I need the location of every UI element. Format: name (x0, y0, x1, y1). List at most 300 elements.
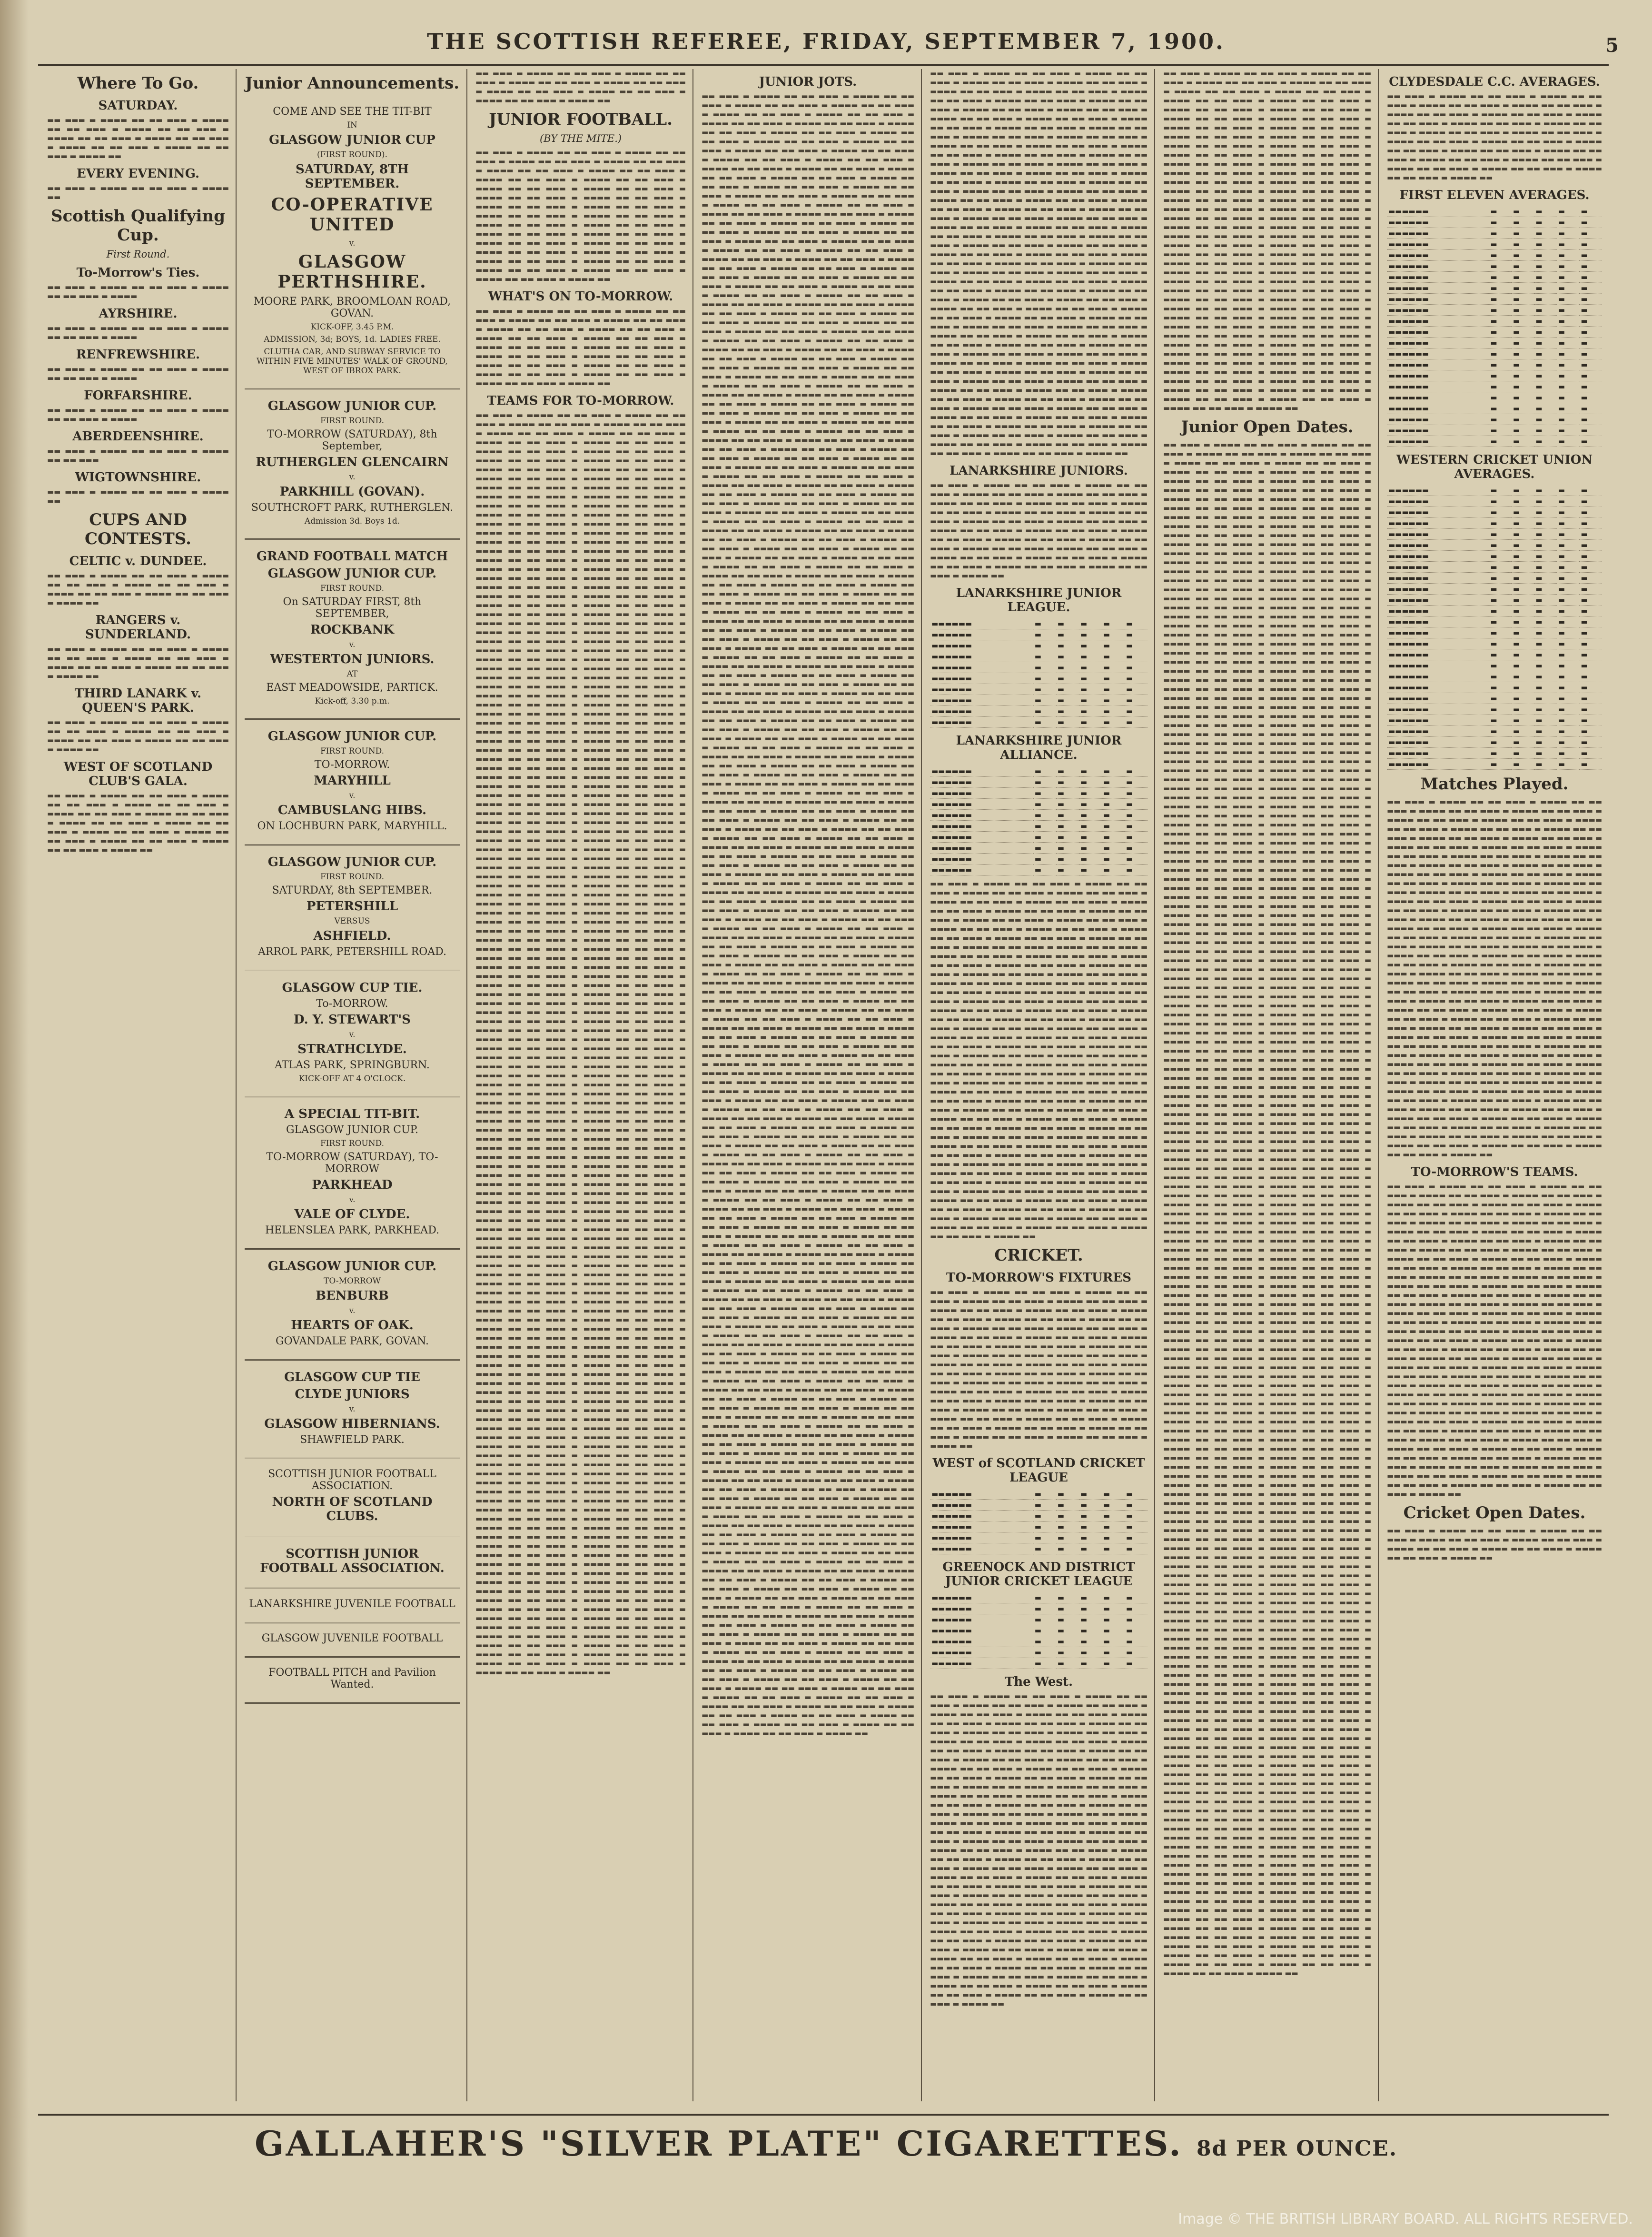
ad-sjfa-north (245, 1459, 460, 1537)
ad-benburb (245, 1250, 460, 1361)
ad-line: LANARKSHIRE JUVENILE FOOTBALL (249, 1598, 455, 1610)
table-cell: ▬ (1579, 250, 1602, 261)
column-rule (921, 69, 922, 2101)
table-cell: ▬▬▬▬▬▬ (930, 651, 1033, 662)
table-cell: ▬ (1056, 662, 1079, 673)
table-cell: ▬ (1534, 529, 1557, 540)
table-cell: ▬ (1534, 616, 1557, 627)
column-junior-jots (695, 69, 921, 2101)
table-cell: ▬ (1512, 540, 1534, 551)
table-cell: ▬ (1512, 305, 1534, 316)
subheading-first-round: First Round. (106, 249, 170, 260)
table-cell: ▬ (1056, 1489, 1079, 1500)
heading-lanarkshire-league: LANARKSHIRE JUNIOR LEAGUE. (956, 586, 1122, 615)
table-cell: ▬ (1534, 507, 1557, 518)
table-cell: ▬▬▬▬▬▬ (1387, 627, 1489, 638)
table-cell: ▬ (1534, 737, 1557, 748)
table-cell: ▬ (1534, 250, 1557, 261)
ad-line: FIRST ROUND. (320, 746, 385, 756)
table-cell: ▬▬▬▬▬▬ (930, 777, 1033, 788)
table-cell: ▬▬▬▬▬▬ (1387, 283, 1489, 294)
filler-text: ▬▬ ▬▬▬ ▬ ▬▬▬▬ ▬▬ ▬▬ ▬▬▬ ▬ ▬▬▬▬ ▬▬ ▬▬ ▬▬▬ ▬ ▬▬▬▬ ▬▬ ▬▬ ▬▬▬ ▬ ▬▬▬▬ ▬▬ ▬▬ ▬▬▬ ▬ ▬▬▬▬ ▬▬ ▬▬ ▬▬▬ ▬ ▬▬▬▬ ▬▬ (47, 718, 229, 754)
table-cell: ▬ (1102, 1614, 1125, 1625)
table-cell: ▬ (1102, 1543, 1125, 1554)
table-row (1387, 715, 1602, 726)
table-cell: ▬ (1512, 359, 1534, 370)
table-cell: ▬ (1512, 759, 1534, 770)
table-cell: ▬ (1125, 1521, 1147, 1532)
table-cell: ▬ (1056, 1532, 1079, 1543)
table-cell: ▬ (1557, 348, 1580, 359)
table-cell: ▬ (1033, 629, 1056, 640)
table-cell: ▬ (1512, 660, 1534, 671)
table-cell: ▬ (1056, 1592, 1079, 1603)
table-cell: ▬ (1056, 1625, 1079, 1636)
table-cell: ▬ (1579, 759, 1602, 770)
table-cell: ▬ (1102, 1521, 1125, 1532)
table-cell: ▬ (1557, 327, 1580, 338)
table-cell: ▬▬▬▬▬▬ (1387, 436, 1489, 447)
table-cell: ▬ (1033, 1543, 1056, 1554)
filler-text: ▬▬ ▬▬▬ ▬ ▬▬▬▬ ▬▬ ▬▬ ▬▬▬ ▬ ▬▬▬▬ ▬▬ ▬▬ ▬▬▬ ▬ ▬▬▬▬ (47, 365, 229, 382)
table-row (1387, 737, 1602, 748)
table-cell: ▬ (1489, 616, 1512, 627)
table-cell: ▬ (1557, 518, 1580, 529)
ad-team: GLASGOW HIBERNIANS. (264, 1417, 440, 1431)
table-cell: ▬ (1033, 865, 1056, 875)
table-cell: ▬ (1056, 1603, 1079, 1614)
heading-junior-announcements: Junior Announcements. (245, 74, 460, 93)
table-cell: ▬ (1557, 682, 1580, 693)
ad-team: WESTERTON JUNIORS. (270, 652, 435, 666)
table-cell: ▬ (1079, 662, 1102, 673)
table-cell: ▬ (1512, 606, 1534, 616)
table-cell: ▬ (1102, 799, 1125, 810)
table-cell: ▬ (1557, 726, 1580, 737)
filler-text: ▬▬ ▬▬▬ ▬ ▬▬▬▬ ▬▬ ▬▬ ▬▬▬ ▬ ▬▬▬▬ ▬▬ ▬▬ ▬▬▬ ▬ ▬▬▬▬ (47, 283, 229, 300)
table-cell: ▬ (1125, 788, 1147, 799)
table-cell: ▬ (1534, 327, 1557, 338)
table-cell: ▬ (1489, 638, 1512, 649)
table-cell: ▬ (1512, 627, 1534, 638)
ad-team: CO-OPERATIVE UNITED (271, 195, 434, 235)
ad-team: VALE OF CLYDE. (294, 1207, 410, 1222)
table-cell: ▬ (1579, 414, 1602, 425)
filler-text: ▬▬ ▬▬▬ ▬ ▬▬▬▬ ▬▬ ▬▬ ▬▬▬ ▬ ▬▬▬▬ ▬▬ ▬▬ ▬▬▬ (47, 447, 229, 464)
table-row (930, 673, 1147, 684)
gallaher-advertisement (0, 2123, 1652, 2164)
table-cell: ▬▬▬▬▬▬ (1387, 693, 1489, 704)
ad-glasgow-juvenile (245, 1623, 460, 1658)
table-cell: ▬ (1033, 717, 1056, 728)
table-cell: ▬ (1102, 832, 1125, 843)
heading-cups-contests: CUPS AND CONTESTS. (84, 510, 191, 548)
table-row (1387, 562, 1602, 573)
table-cell: ▬ (1557, 693, 1580, 704)
table-cell: ▬ (1079, 810, 1102, 821)
table-cell: ▬ (1534, 595, 1557, 606)
table-cell: ▬ (1079, 1636, 1102, 1647)
table-cell: ▬▬▬▬▬▬ (1387, 261, 1489, 272)
table-row (1387, 529, 1602, 540)
table-row (1387, 726, 1602, 737)
ad-team: PARKHEAD (312, 1178, 393, 1192)
table-cell: ▬▬▬▬▬▬ (1387, 726, 1489, 737)
ad-ground: EAST MEADOWSIDE, PARTICK. (266, 682, 438, 694)
filler-text: ▬▬ ▬▬▬ ▬ ▬▬▬▬ ▬▬ ▬▬ ▬▬▬ ▬ ▬▬▬▬ ▬▬ ▬▬ ▬▬▬ ▬ ▬▬▬▬ ▬▬ ▬▬ ▬▬▬ ▬ ▬▬▬▬ ▬▬ ▬▬ ▬▬▬ ▬ ▬▬▬▬ ▬▬ ▬▬ ▬▬▬ ▬ ▬▬▬▬ ▬▬ ▬▬ ▬▬▬ ▬ ▬▬▬▬ ▬▬ ▬▬ ▬▬▬ ▬ ▬▬▬▬ ▬▬ ▬▬ ▬▬▬ ▬ ▬▬▬▬ ▬▬ ▬▬ ▬▬▬ ▬ ▬▬▬▬ ▬▬ ▬▬ ▬▬▬ ▬ ▬▬▬▬ ▬▬ ▬▬ ▬▬▬ ▬ ▬▬▬▬ ▬▬ ▬▬ ▬▬▬ ▬ ▬▬▬▬ ▬▬ ▬▬ ▬▬▬ ▬ ▬▬▬▬ ▬▬ ▬▬ ▬▬▬ ▬ ▬▬▬▬ ▬▬ ▬▬ ▬▬▬ ▬ ▬▬▬▬ ▬▬ ▬▬ ▬▬▬ ▬ ▬▬▬▬ ▬▬ ▬▬ ▬▬▬ ▬ ▬▬▬▬ ▬▬ ▬▬ ▬▬▬ ▬ ▬▬▬▬ ▬▬ ▬▬ ▬▬▬ ▬ ▬▬▬▬ ▬▬ ▬▬ ▬▬▬ ▬ ▬▬▬▬ ▬▬ ▬▬ ▬▬▬ ▬ ▬▬▬▬ ▬▬ (1387, 92, 1602, 182)
filler-text: ▬▬ ▬▬▬ ▬ ▬▬▬▬ ▬▬ ▬▬ ▬▬▬ ▬ ▬▬▬▬ ▬▬ (47, 487, 229, 505)
heading-western-union: WESTERN CRICKET UNION AVERAGES. (1396, 453, 1593, 481)
ad-line: KICK-OFF, 3.45 P.M. (310, 322, 394, 332)
table-cell: ▬ (1579, 551, 1602, 562)
averages-table (1387, 485, 1602, 770)
table-row (1387, 217, 1602, 228)
table-cell: ▬ (1102, 1532, 1125, 1543)
filler-text: ▬▬ ▬▬▬ ▬ ▬▬▬▬ ▬▬ ▬▬ ▬▬▬ ▬ ▬▬▬▬ ▬▬ ▬▬ ▬▬▬ ▬ ▬▬▬▬ ▬▬ ▬▬ ▬▬▬ ▬ ▬▬▬▬ ▬▬ ▬▬ ▬▬▬ ▬ ▬▬▬▬ ▬▬ ▬▬ ▬▬▬ ▬ ▬▬▬▬ ▬▬ ▬▬ ▬▬▬ ▬ ▬▬▬▬ ▬▬ ▬▬ ▬▬▬ ▬ ▬▬▬▬ ▬▬ ▬▬ ▬▬▬ ▬ ▬▬▬▬ ▬▬ ▬▬ ▬▬▬ ▬ ▬▬▬▬ ▬▬ ▬▬ ▬▬▬ ▬ ▬▬▬▬ ▬▬ ▬▬ ▬▬▬ ▬ ▬▬▬▬ ▬▬ ▬▬ ▬▬▬ ▬ ▬▬▬▬ ▬▬ ▬▬ ▬▬▬ ▬ ▬▬▬▬ ▬▬ ▬▬ ▬▬▬ ▬ ▬▬▬▬ ▬▬ ▬▬ ▬▬▬ ▬ ▬▬▬▬ ▬▬ ▬▬ ▬▬▬ ▬ ▬▬▬▬ ▬▬ ▬▬ ▬▬▬ ▬ ▬▬▬▬ ▬▬ ▬▬ ▬▬▬ ▬ ▬▬▬▬ ▬▬ ▬▬ ▬▬▬ ▬ ▬▬▬▬ ▬▬ ▬▬ ▬▬▬ ▬ ▬▬▬▬ ▬▬ ▬▬ ▬▬▬ ▬ ▬▬▬▬ ▬▬ ▬▬ ▬▬▬ ▬ ▬▬▬▬ ▬▬ ▬▬ ▬▬▬ ▬ ▬▬▬▬ ▬▬ ▬▬ ▬▬▬ ▬ ▬▬▬▬ ▬▬ ▬▬ ▬▬▬ ▬ ▬▬▬▬ ▬▬ ▬▬ ▬▬▬ ▬ ▬▬▬▬ ▬▬ ▬▬ ▬▬▬ ▬ ▬▬▬▬ ▬▬ ▬▬ ▬▬▬ ▬ ▬▬▬▬ ▬▬ ▬▬ ▬▬▬ ▬ ▬▬▬▬ ▬▬ ▬▬ ▬▬▬ ▬ ▬▬▬▬ ▬▬ ▬▬ ▬▬▬ ▬ ▬▬▬▬ ▬▬ ▬▬ ▬▬▬ ▬ ▬▬▬▬ ▬▬ ▬▬ ▬▬▬ ▬ ▬▬▬▬ ▬▬ ▬▬ ▬▬▬ ▬ ▬▬▬▬ ▬▬ ▬▬ ▬▬▬ ▬ ▬▬▬▬ ▬▬ ▬▬ ▬▬▬ ▬ ▬▬▬▬ ▬▬ ▬▬ ▬▬▬ ▬ ▬▬▬▬ ▬▬ ▬▬ ▬▬▬ ▬ ▬▬▬▬ ▬▬ ▬▬ ▬▬▬ ▬ ▬▬▬▬ ▬▬ ▬▬ ▬▬▬ ▬ ▬▬▬▬ ▬▬ ▬▬ ▬▬▬ ▬ ▬▬▬▬ ▬▬ ▬▬ ▬▬▬ ▬ ▬▬▬▬ ▬▬ ▬▬ ▬▬▬ ▬ ▬▬▬▬ ▬▬ ▬▬ ▬▬▬ ▬ ▬▬▬▬ ▬▬ ▬▬ ▬▬▬ ▬ ▬▬▬▬ ▬▬ ▬▬ ▬▬▬ ▬ ▬▬▬▬ ▬▬ ▬▬ ▬▬▬ ▬ ▬▬▬▬ ▬▬ ▬▬ ▬▬▬ ▬ ▬▬▬▬ ▬▬ ▬▬ ▬▬▬ ▬ ▬▬▬▬ ▬▬ ▬▬ ▬▬▬ ▬ ▬▬▬▬ ▬▬ ▬▬ ▬▬▬ ▬ ▬▬▬▬ ▬▬ ▬▬ ▬▬▬ ▬ ▬▬▬▬ ▬▬ ▬▬ ▬▬▬ ▬ ▬▬▬▬ ▬▬ ▬▬ ▬▬▬ ▬ ▬▬▬▬ ▬▬ ▬▬ ▬▬▬ ▬ ▬▬▬▬ ▬▬ ▬▬ ▬▬▬ ▬ ▬▬▬▬ ▬▬ ▬▬ ▬▬▬ ▬ ▬▬▬▬ ▬▬ ▬▬ ▬▬▬ ▬ ▬▬▬▬ ▬▬ ▬▬ ▬▬▬ ▬ ▬▬▬▬ ▬▬ ▬▬ ▬▬▬ ▬ ▬▬▬▬ ▬▬ ▬▬ ▬▬▬ ▬ ▬▬▬▬ ▬▬ ▬▬ ▬▬▬ ▬ ▬▬▬▬ ▬▬ ▬▬ ▬▬▬ ▬ ▬▬▬▬ ▬▬ ▬▬ ▬▬▬ ▬ ▬▬▬▬ ▬▬ ▬▬ ▬▬▬ ▬ ▬▬▬▬ ▬▬ ▬▬ ▬▬▬ ▬ ▬▬▬▬ ▬▬ ▬▬ ▬▬▬ ▬ ▬▬▬▬ ▬▬ ▬▬ ▬▬▬ ▬ ▬▬▬▬ ▬▬ ▬▬ ▬▬▬ ▬ ▬▬▬▬ ▬▬ ▬▬ ▬▬▬ ▬ ▬▬▬▬ ▬▬ ▬▬ ▬▬▬ ▬ ▬▬▬▬ ▬▬ ▬▬ ▬▬▬ ▬ ▬▬▬▬ ▬▬ ▬▬ ▬▬▬ ▬ ▬▬▬▬ ▬▬ ▬▬ ▬▬▬ ▬ ▬▬▬▬ ▬▬ ▬▬ ▬▬▬ ▬ ▬▬▬▬ ▬▬ ▬▬ ▬▬▬ ▬ ▬▬▬▬ ▬▬ ▬▬ ▬▬▬ ▬ ▬▬▬▬ ▬▬ ▬▬ ▬▬▬ ▬ ▬▬▬▬ ▬▬ ▬▬ ▬▬▬ ▬ ▬▬▬▬ ▬▬ ▬▬ ▬▬▬ ▬ ▬▬▬▬ ▬▬ ▬▬ ▬▬▬ ▬ ▬▬▬▬ ▬▬ ▬▬ ▬▬▬ ▬ ▬▬▬▬ ▬▬ ▬▬ ▬▬▬ ▬ ▬▬▬▬ ▬▬ ▬▬ ▬▬▬ ▬ ▬▬▬▬ ▬▬ ▬▬ ▬▬▬ ▬ ▬▬▬▬ ▬▬ ▬▬ ▬▬▬ ▬ ▬▬▬▬ ▬▬ ▬▬ ▬▬▬ ▬ ▬▬▬▬ ▬▬ ▬▬ ▬▬▬ ▬ ▬▬▬▬ ▬▬ ▬▬ ▬▬▬ ▬ ▬▬▬▬ ▬▬ ▬▬ ▬▬▬ ▬ ▬▬▬▬ ▬▬ ▬▬ ▬▬▬ ▬ ▬▬▬▬ ▬▬ (1387, 797, 1602, 1159)
ad-team: ROCKBANK (310, 623, 395, 637)
filler-text: ▬▬ ▬▬▬ ▬ ▬▬▬▬ ▬▬ ▬▬ ▬▬▬ ▬ ▬▬▬▬ ▬▬ ▬▬ ▬▬▬ ▬ ▬▬▬▬ ▬▬ ▬▬ ▬▬▬ ▬ ▬▬▬▬ ▬▬ ▬▬ ▬▬▬ ▬ ▬▬▬▬ ▬▬ ▬▬ ▬▬▬ ▬ ▬▬▬▬ ▬▬ (47, 571, 229, 607)
table-cell: ▬ (1534, 693, 1557, 704)
table-cell: ▬ (1079, 865, 1102, 875)
table-cell: ▬ (1579, 283, 1602, 294)
table-cell: ▬ (1579, 616, 1602, 627)
table-cell: ▬ (1079, 706, 1102, 717)
table-cell: ▬ (1125, 1636, 1147, 1647)
table-cell: ▬ (1534, 348, 1557, 359)
table-cell: ▬ (1033, 854, 1056, 865)
table-cell: ▬ (1125, 1658, 1147, 1669)
table-cell: ▬ (1033, 673, 1056, 684)
table-cell: ▬ (1125, 865, 1147, 875)
table-cell: ▬ (1534, 283, 1557, 294)
table-cell: ▬ (1489, 693, 1512, 704)
table-cell: ▬▬▬▬▬▬ (930, 810, 1033, 821)
table-cell: ▬ (1579, 748, 1602, 759)
table-cell: ▬ (1102, 1647, 1125, 1658)
ad-line: Kick-off, 3.30 p.m. (315, 696, 390, 706)
table-cell: ▬ (1557, 316, 1580, 327)
table-cell: ▬▬▬▬▬▬ (930, 1500, 1033, 1511)
table-row (1387, 403, 1602, 414)
column-junior-announcements (238, 69, 466, 2101)
table-cell: ▬▬▬▬▬▬ (1387, 327, 1489, 338)
table-cell: ▬ (1033, 777, 1056, 788)
table-cell: ▬▬▬▬▬▬ (930, 618, 1033, 629)
table-cell: ▬▬▬▬▬▬ (930, 1625, 1033, 1636)
table-cell: ▬ (1102, 717, 1125, 728)
filler-text: ▬▬ ▬▬▬ ▬ ▬▬▬▬ ▬▬ ▬▬ ▬▬▬ ▬ ▬▬▬▬ ▬▬ ▬▬ ▬▬▬ ▬ ▬▬▬▬ ▬▬ ▬▬ ▬▬▬ ▬ ▬▬▬▬ ▬▬ ▬▬ ▬▬▬ ▬ ▬▬▬▬ ▬▬ ▬▬ ▬▬▬ ▬ ▬▬▬▬ ▬▬ ▬▬ ▬▬▬ ▬ ▬▬▬▬ ▬▬ ▬▬ ▬▬▬ ▬ ▬▬▬▬ ▬▬ ▬▬ ▬▬▬ ▬ ▬▬▬▬ ▬▬ ▬▬ ▬▬▬ ▬ ▬▬▬▬ ▬▬ ▬▬ ▬▬▬ ▬ ▬▬▬▬ ▬▬ ▬▬ ▬▬▬ ▬ ▬▬▬▬ ▬▬ ▬▬ ▬▬▬ ▬ ▬▬▬▬ ▬▬ ▬▬ ▬▬▬ ▬ ▬▬▬▬ ▬▬ ▬▬ ▬▬▬ ▬ ▬▬▬▬ ▬▬ ▬▬ ▬▬▬ ▬ ▬▬▬▬ ▬▬ ▬▬ ▬▬▬ ▬ ▬▬▬▬ ▬▬ ▬▬ ▬▬▬ ▬ ▬▬▬▬ ▬▬ ▬▬ ▬▬▬ ▬ ▬▬▬▬ ▬▬ ▬▬ ▬▬▬ ▬ ▬▬▬▬ ▬▬ ▬▬ ▬▬▬ ▬ ▬▬▬▬ ▬▬ ▬▬ ▬▬▬ ▬ ▬▬▬▬ ▬▬ ▬▬ ▬▬▬ ▬ ▬▬▬▬ ▬▬ ▬▬ ▬▬▬ ▬ ▬▬▬▬ ▬▬ ▬▬ ▬▬▬ ▬ ▬▬▬▬ ▬▬ ▬▬ ▬▬▬ ▬ ▬▬▬▬ ▬▬ ▬▬ ▬▬▬ ▬ ▬▬▬▬ ▬▬ ▬▬ ▬▬▬ ▬ ▬▬▬▬ ▬▬ ▬▬ ▬▬▬ ▬ ▬▬▬▬ ▬▬ ▬▬ ▬▬▬ ▬ ▬▬▬▬ ▬▬ ▬▬ ▬▬▬ ▬ ▬▬▬▬ ▬▬ ▬▬ ▬▬▬ ▬ ▬▬▬▬ ▬▬ ▬▬ ▬▬▬ ▬ ▬▬▬▬ ▬▬ ▬▬ ▬▬▬ ▬ ▬▬▬▬ ▬▬ ▬▬ ▬▬▬ ▬ ▬▬▬▬ ▬▬ ▬▬ ▬▬▬ ▬ ▬▬▬▬ ▬▬ ▬▬ ▬▬▬ ▬ ▬▬▬▬ ▬▬ ▬▬ ▬▬▬ ▬ ▬▬▬▬ ▬▬ ▬▬ ▬▬▬ ▬ ▬▬▬▬ ▬▬ ▬▬ ▬▬▬ ▬ ▬▬▬▬ ▬▬ ▬▬ ▬▬▬ ▬ ▬▬▬▬ ▬▬ ▬▬ ▬▬▬ ▬ ▬▬▬▬ ▬▬ ▬▬ ▬▬▬ ▬ ▬▬▬▬ ▬▬ ▬▬ ▬▬▬ ▬ ▬▬▬▬ ▬▬ ▬▬ ▬▬▬ ▬ ▬▬▬▬ ▬▬ ▬▬ ▬▬▬ ▬ ▬▬▬▬ ▬▬ ▬▬ ▬▬▬ ▬ ▬▬▬▬ ▬▬ ▬▬ ▬▬▬ ▬ ▬▬▬▬ ▬▬ ▬▬ ▬▬▬ ▬ ▬▬▬▬ ▬▬ ▬▬ ▬▬▬ ▬ ▬▬▬▬ ▬▬ ▬▬ ▬▬▬ ▬ ▬▬▬▬ ▬▬ ▬▬ ▬▬▬ ▬ ▬▬▬▬ ▬▬ ▬▬ ▬▬▬ ▬ ▬▬▬▬ ▬▬ ▬▬ ▬▬▬ ▬ ▬▬▬▬ ▬▬ ▬▬ ▬▬▬ ▬ ▬▬▬▬ ▬▬ ▬▬ ▬▬▬ ▬ ▬▬▬▬ ▬▬ ▬▬ ▬▬▬ ▬ ▬▬▬▬ ▬▬ ▬▬ ▬▬▬ ▬ ▬▬▬▬ ▬▬ ▬▬ ▬▬▬ ▬ ▬▬▬▬ ▬▬ ▬▬ ▬▬▬ ▬ ▬▬▬▬ ▬▬ ▬▬ ▬▬▬ ▬ ▬▬▬▬ ▬▬ ▬▬ ▬▬▬ ▬ ▬▬▬▬ ▬▬ ▬▬ ▬▬▬ ▬ ▬▬▬▬ ▬▬ ▬▬ ▬▬▬ ▬ ▬▬▬▬ ▬▬ ▬▬ ▬▬▬ ▬ ▬▬▬▬ ▬▬ ▬▬ ▬▬▬ ▬ ▬▬▬▬ ▬▬ ▬▬ ▬▬▬ ▬ ▬▬▬▬ ▬▬ ▬▬ ▬▬▬ ▬ ▬▬▬▬ ▬▬ ▬▬ ▬▬▬ ▬ ▬▬▬▬ ▬▬ ▬▬ ▬▬▬ ▬ ▬▬▬▬ ▬▬ ▬▬ ▬▬▬ ▬ ▬▬▬▬ ▬▬ ▬▬ ▬▬▬ ▬ ▬▬▬▬ ▬▬ ▬▬ ▬▬▬ ▬ ▬▬▬▬ ▬▬ ▬▬ ▬▬▬ ▬ ▬▬▬▬ ▬▬ ▬▬ ▬▬▬ ▬ ▬▬▬▬ ▬▬ ▬▬ ▬▬▬ ▬ ▬▬▬▬ ▬▬ ▬▬ ▬▬▬ ▬ ▬▬▬▬ ▬▬ ▬▬ ▬▬▬ ▬ ▬▬▬▬ ▬▬ ▬▬ ▬▬▬ ▬ ▬▬▬▬ ▬▬ ▬▬ ▬▬▬ ▬ ▬▬▬▬ ▬▬ ▬▬ ▬▬▬ ▬ ▬▬▬▬ ▬▬ ▬▬ ▬▬▬ ▬ ▬▬▬▬ ▬▬ ▬▬ ▬▬▬ ▬ ▬▬▬▬ ▬▬ ▬▬ ▬▬▬ ▬ ▬▬▬▬ ▬▬ ▬▬ ▬▬▬ ▬ ▬▬▬▬ ▬▬ ▬▬ ▬▬▬ ▬ ▬▬▬▬ ▬▬ ▬▬ ▬▬▬ ▬ ▬▬▬▬ ▬▬ ▬▬ ▬▬▬ ▬ ▬▬▬▬ ▬▬ ▬▬ ▬▬▬ ▬ ▬▬▬▬ ▬▬ ▬▬ ▬▬▬ ▬ ▬▬▬▬ ▬▬ ▬▬ ▬▬▬ ▬ ▬▬▬▬ ▬▬ ▬▬ ▬▬▬ ▬ ▬▬▬▬ ▬▬ ▬▬ ▬▬▬ ▬ ▬▬▬▬ ▬▬ ▬▬ ▬▬▬ ▬ ▬▬▬▬ ▬▬ ▬▬ ▬▬▬ ▬ ▬▬▬▬ ▬▬ ▬▬ ▬▬▬ ▬ ▬▬▬▬ ▬▬ ▬▬ ▬▬▬ ▬ ▬▬▬▬ ▬▬ ▬▬ ▬▬▬ ▬ ▬▬▬▬ ▬▬ ▬▬ ▬▬▬ ▬ ▬▬▬▬ ▬▬ ▬▬ ▬▬▬ ▬ ▬▬▬▬ ▬▬ ▬▬ ▬▬▬ ▬ ▬▬▬▬ ▬▬ ▬▬ ▬▬▬ ▬ ▬▬▬▬ ▬▬ ▬▬ ▬▬▬ ▬ ▬▬▬▬ ▬▬ ▬▬ ▬▬▬ ▬ ▬▬▬▬ ▬▬ ▬▬ ▬▬▬ ▬ ▬▬▬▬ ▬▬ ▬▬ ▬▬▬ ▬ ▬▬▬▬ ▬▬ ▬▬ ▬▬▬ ▬ ▬▬▬▬ ▬▬ ▬▬ ▬▬▬ ▬ ▬▬▬▬ ▬▬ ▬▬ ▬▬▬ ▬ ▬▬▬▬ ▬▬ ▬▬ ▬▬▬ ▬ ▬▬▬▬ ▬▬ ▬▬ ▬▬▬ ▬ ▬▬▬▬ ▬▬ ▬▬ ▬▬▬ ▬ ▬▬▬▬ ▬▬ ▬▬ ▬▬▬ ▬ ▬▬▬▬ ▬▬ ▬▬ ▬▬▬ ▬ ▬▬▬▬ ▬▬ ▬▬ ▬▬▬ ▬ ▬▬▬▬ ▬▬ ▬▬ ▬▬▬ ▬ ▬▬▬▬ ▬▬ ▬▬ ▬▬▬ ▬ ▬▬▬▬ ▬▬ ▬▬ ▬▬▬ ▬ ▬▬▬▬ ▬▬ ▬▬ ▬▬▬ ▬ ▬▬▬▬ ▬▬ ▬▬ ▬▬▬ ▬ ▬▬▬▬ ▬▬ ▬▬ ▬▬▬ ▬ ▬▬▬▬ ▬▬ ▬▬ ▬▬▬ ▬ ▬▬▬▬ ▬▬ ▬▬ ▬▬▬ ▬ ▬▬▬▬ ▬▬ ▬▬ ▬▬▬ ▬ ▬▬▬▬ ▬▬ ▬▬ ▬▬▬ ▬ ▬▬▬▬ ▬▬ ▬▬ ▬▬▬ ▬ ▬▬▬▬ ▬▬ ▬▬ ▬▬▬ ▬ ▬▬▬▬ ▬▬ ▬▬ ▬▬▬ ▬ ▬▬▬▬ ▬▬ ▬▬ ▬▬▬ ▬ ▬▬▬▬ ▬▬ ▬▬ ▬▬▬ ▬ ▬▬▬▬ ▬▬ ▬▬ ▬▬▬ ▬ ▬▬▬▬ ▬▬ ▬▬ ▬▬▬ ▬ ▬▬▬▬ ▬▬ ▬▬ ▬▬▬ ▬ ▬▬▬▬ ▬▬ ▬▬ ▬▬▬ ▬ ▬▬▬▬ ▬▬ ▬▬ ▬▬▬ ▬ ▬▬▬▬ ▬▬ ▬▬ ▬▬▬ ▬ ▬▬▬▬ ▬▬ ▬▬ ▬▬▬ ▬ ▬▬▬▬ ▬▬ ▬▬ ▬▬▬ ▬ ▬▬▬▬ ▬▬ ▬▬ ▬▬▬ ▬ ▬▬▬▬ ▬▬ ▬▬ ▬▬▬ ▬ ▬▬▬▬ ▬▬ ▬▬ ▬▬▬ ▬ ▬▬▬▬ ▬▬ ▬▬ ▬▬▬ ▬ ▬▬▬▬ ▬▬ ▬▬ ▬▬▬ ▬ ▬▬▬▬ ▬▬ ▬▬ ▬▬▬ ▬ ▬▬▬▬ ▬▬ ▬▬ ▬▬▬ ▬ ▬▬▬▬ ▬▬ ▬▬ ▬▬▬ ▬ ▬▬▬▬ ▬▬ ▬▬ ▬▬▬ ▬ ▬▬▬▬ ▬▬ ▬▬ ▬▬▬ ▬ ▬▬▬▬ ▬▬ ▬▬ ▬▬▬ ▬ ▬▬▬▬ ▬▬ ▬▬ ▬▬▬ ▬ ▬▬▬▬ ▬▬ ▬▬ ▬▬▬ ▬ ▬▬▬▬ ▬▬ ▬▬ ▬▬▬ ▬ ▬▬▬▬ ▬▬ ▬▬ ▬▬▬ ▬ ▬▬▬▬ ▬▬ ▬▬ ▬▬▬ ▬ ▬▬▬▬ ▬▬ ▬▬ ▬▬▬ ▬ ▬▬▬▬ ▬▬ ▬▬ ▬▬▬ ▬ ▬▬▬▬ ▬▬ ▬▬ ▬▬▬ ▬ ▬▬▬▬ ▬▬ ▬▬ ▬▬▬ ▬ ▬▬▬▬ ▬▬ ▬▬ ▬▬▬ ▬ ▬▬▬▬ ▬▬ ▬▬ ▬▬▬ ▬ ▬▬▬▬ ▬▬ ▬▬ ▬▬▬ ▬ ▬▬▬▬ ▬▬ ▬▬ ▬▬▬ ▬ ▬▬▬▬ ▬▬ ▬▬ ▬▬▬ ▬ ▬▬▬▬ ▬▬ ▬▬ ▬▬▬ ▬ ▬▬▬▬ ▬▬ ▬▬ ▬▬▬ ▬ ▬▬▬▬ ▬▬ ▬▬ ▬▬▬ ▬ ▬▬▬▬ ▬▬ ▬▬ ▬▬▬ ▬ ▬▬▬▬ ▬▬ ▬▬ ▬▬▬ ▬ ▬▬▬▬ ▬▬ ▬▬ ▬▬▬ ▬ ▬▬▬▬ ▬▬ ▬▬ ▬▬▬ ▬ ▬▬▬▬ ▬▬ ▬▬ ▬▬▬ ▬ ▬▬▬▬ ▬▬ ▬▬ ▬▬▬ ▬ ▬▬▬▬ ▬▬ ▬▬ ▬▬▬ ▬ ▬▬▬▬ ▬▬ ▬▬ ▬▬▬ ▬ ▬▬▬▬ ▬▬ ▬▬ ▬▬▬ ▬ ▬▬▬▬ ▬▬ ▬▬ ▬▬▬ ▬ ▬▬▬▬ ▬▬ ▬▬ ▬▬▬ ▬ ▬▬▬▬ ▬▬ ▬▬ ▬▬▬ ▬ ▬▬▬▬ ▬▬ ▬▬ ▬▬▬ ▬ ▬▬▬▬ ▬▬ ▬▬ ▬▬▬ ▬ ▬▬▬▬ ▬▬ ▬▬ ▬▬▬ ▬ ▬▬▬▬ ▬▬ ▬▬ ▬▬▬ ▬ ▬▬▬▬ ▬▬ ▬▬ ▬▬▬ ▬ ▬▬▬▬ ▬▬ ▬▬ ▬▬▬ ▬ ▬▬▬▬ ▬▬ ▬▬ ▬▬▬ ▬ ▬▬▬▬ ▬▬ ▬▬ ▬▬▬ ▬ ▬▬▬▬ ▬▬ ▬▬ ▬▬▬ ▬ ▬▬▬▬ ▬▬ ▬▬ ▬▬▬ ▬ ▬▬▬▬ ▬▬ ▬▬ ▬▬▬ ▬ ▬▬▬▬ ▬▬ ▬▬ ▬▬▬ ▬ ▬▬▬▬ ▬▬ ▬▬ ▬▬▬ ▬ ▬▬▬▬ ▬▬ ▬▬ ▬▬▬ ▬ ▬▬▬▬ ▬▬ ▬▬ ▬▬▬ ▬ ▬▬▬▬ ▬▬ ▬▬ ▬▬▬ ▬ ▬▬▬▬ ▬▬ ▬▬ ▬▬▬ ▬ ▬▬▬▬ ▬▬ ▬▬ ▬▬▬ ▬ ▬▬▬▬ ▬▬ ▬▬ ▬▬▬ ▬ ▬▬▬▬ ▬▬ ▬▬ ▬▬▬ ▬ ▬▬▬▬ ▬▬ ▬▬ ▬▬▬ ▬ ▬▬▬▬ ▬▬ ▬▬ ▬▬▬ ▬ ▬▬▬▬ ▬▬ ▬▬ ▬▬▬ ▬ ▬▬▬▬ ▬▬ ▬▬ ▬▬▬ ▬ ▬▬▬▬ ▬▬ ▬▬ ▬▬▬ ▬ ▬▬▬▬ ▬▬ ▬▬ ▬▬▬ ▬ ▬▬▬▬ ▬▬ ▬▬ ▬▬▬ ▬ ▬▬▬▬ ▬▬ ▬▬ ▬▬▬ ▬ ▬▬▬▬ ▬▬ ▬▬ ▬▬▬ ▬ ▬▬▬▬ ▬▬ ▬▬ ▬▬▬ ▬ ▬▬▬▬ ▬▬ ▬▬ ▬▬▬ ▬ ▬▬▬▬ ▬▬ ▬▬ ▬▬▬ ▬ ▬▬▬▬ ▬▬ ▬▬ ▬▬▬ ▬ ▬▬▬▬ ▬▬ ▬▬ ▬▬▬ ▬ ▬▬▬▬ ▬▬ ▬▬ ▬▬▬ ▬ ▬▬▬▬ ▬▬ ▬▬ ▬▬▬ ▬ ▬▬▬▬ ▬▬ ▬▬ ▬▬▬ ▬ ▬▬▬▬ ▬▬ ▬▬ ▬▬▬ ▬ ▬▬▬▬ ▬▬ ▬▬ ▬▬▬ ▬ ▬▬▬▬ ▬▬ ▬▬ ▬▬▬ ▬ ▬▬▬▬ ▬▬ ▬▬ ▬▬▬ ▬ ▬▬▬▬ ▬▬ ▬▬ ▬▬▬ ▬ ▬▬▬▬ ▬▬ ▬▬ ▬▬▬ ▬ ▬▬▬▬ ▬▬ ▬▬ ▬▬▬ ▬ ▬▬▬▬ ▬▬ ▬▬ ▬▬▬ ▬ ▬▬▬▬ ▬▬ ▬▬ ▬▬▬ ▬ ▬▬▬▬ ▬▬ ▬▬ ▬▬▬ ▬ ▬▬▬▬ ▬▬ ▬▬ ▬▬▬ ▬ ▬▬▬▬ ▬▬ ▬▬ ▬▬▬ ▬ ▬▬▬▬ ▬▬ ▬▬ ▬▬▬ ▬ ▬▬▬▬ ▬▬ ▬▬ ▬▬▬ ▬ ▬▬▬▬ ▬▬ ▬▬ ▬▬▬ ▬ ▬▬▬▬ ▬▬ ▬▬ ▬▬▬ ▬ ▬▬▬▬ ▬▬ ▬▬ ▬▬▬ ▬ ▬▬▬▬ ▬▬ ▬▬ ▬▬▬ ▬ ▬▬▬▬ ▬▬ ▬▬ ▬▬▬ ▬ ▬▬▬▬ ▬▬ ▬▬ ▬▬▬ ▬ ▬▬▬▬ ▬▬ ▬▬ ▬▬▬ ▬ ▬▬▬▬ ▬▬ ▬▬ ▬▬▬ ▬ ▬▬▬▬ ▬▬ ▬▬ ▬▬▬ ▬ ▬▬▬▬ ▬▬ ▬▬ ▬▬▬ ▬ ▬▬▬▬ ▬▬ ▬▬ ▬▬▬ ▬ ▬▬▬▬ ▬▬ ▬▬ ▬▬▬ ▬ ▬▬▬▬ ▬▬ ▬▬ ▬▬▬ ▬ ▬▬▬▬ ▬▬ ▬▬ ▬▬▬ ▬ ▬▬▬▬ ▬▬ ▬▬ ▬▬▬ ▬ ▬▬▬▬ ▬▬ ▬▬ ▬▬▬ ▬ ▬▬▬▬ ▬▬ ▬▬ ▬▬▬ ▬ ▬▬▬▬ ▬▬ ▬▬ ▬▬▬ ▬ ▬▬▬▬ ▬▬ ▬▬ ▬▬▬ ▬ ▬▬▬▬ ▬▬ ▬▬ ▬▬▬ ▬ ▬▬▬▬ ▬▬ ▬▬ ▬▬▬ ▬ ▬▬▬▬ ▬▬ ▬▬ ▬▬▬ ▬ ▬▬▬▬ ▬▬ ▬▬ ▬▬▬ ▬ ▬▬▬▬ ▬▬ ▬▬ ▬▬▬ ▬ ▬▬▬▬ ▬▬ ▬▬ ▬▬▬ ▬ ▬▬▬▬ ▬▬ ▬▬ ▬▬▬ ▬ ▬▬▬▬ ▬▬ ▬▬ ▬▬▬ ▬ ▬▬▬▬ ▬▬ ▬▬ ▬▬▬ ▬ ▬▬▬▬ ▬▬ ▬▬ ▬▬▬ ▬ ▬▬▬▬ ▬▬ ▬▬ ▬▬▬ ▬ ▬▬▬▬ ▬▬ ▬▬ ▬▬▬ ▬ ▬▬▬▬ ▬▬ ▬▬ ▬▬▬ ▬ ▬▬▬▬ ▬▬ ▬▬ ▬▬▬ ▬ ▬▬▬▬ ▬▬ ▬▬ ▬▬▬ ▬ ▬▬▬▬ ▬▬ ▬▬ ▬▬▬ ▬ ▬▬▬▬ ▬▬ ▬▬ ▬▬▬ ▬ ▬▬▬▬ ▬▬ ▬▬ ▬▬▬ ▬ ▬▬▬▬ ▬▬ ▬▬ ▬▬▬ ▬ ▬▬▬▬ ▬▬ ▬▬ ▬▬▬ ▬ ▬▬▬▬ ▬▬ ▬▬ ▬▬▬ ▬ ▬▬▬▬ ▬▬ ▬▬ ▬▬▬ ▬ ▬▬▬▬ ▬▬ ▬▬ ▬▬▬ ▬ ▬▬▬▬ ▬▬ ▬▬ ▬▬▬ ▬ ▬▬▬▬ ▬▬ ▬▬ ▬▬▬ ▬ ▬▬▬▬ ▬▬ ▬▬ ▬▬▬ ▬ ▬▬▬▬ ▬▬ ▬▬ ▬▬▬ ▬ ▬▬▬▬ ▬▬ ▬▬ ▬▬▬ ▬ ▬▬▬▬ ▬▬ ▬▬ ▬▬▬ ▬ ▬▬▬▬ ▬▬ ▬▬ ▬▬▬ ▬ ▬▬▬▬ ▬▬ ▬▬ ▬▬▬ ▬ ▬▬▬▬ ▬▬ ▬▬ ▬▬▬ ▬ ▬▬▬▬ ▬▬ (475, 411, 686, 1677)
heading-third-lanark: THIRD LANARK v. QUEEN'S PARK. (74, 686, 202, 715)
table-cell: ▬ (1079, 821, 1102, 832)
table-cell: ▬ (1512, 638, 1534, 649)
ad-line: v. (349, 1195, 356, 1204)
table-cell: ▬ (1534, 217, 1557, 228)
heading-every-evening: EVERY EVENING. (76, 167, 200, 181)
gallaher-ad-text: GALLAHER'S "SILVER PLATE" CIGARETTES. (254, 2123, 1183, 2164)
table-cell: ▬ (1534, 206, 1557, 217)
table-cell: ▬ (1557, 283, 1580, 294)
table-cell: ▬ (1489, 403, 1512, 414)
table-cell: ▬ (1489, 392, 1512, 403)
table-row (930, 1614, 1147, 1625)
table-cell: ▬ (1489, 370, 1512, 381)
table-cell: ▬▬▬▬▬▬ (930, 832, 1033, 843)
table-cell: ▬ (1557, 638, 1580, 649)
ad-petershill (245, 845, 460, 971)
table-cell: ▬ (1079, 651, 1102, 662)
table-cell: ▬▬▬▬▬▬ (1387, 595, 1489, 606)
heading-clydesdale: CLYDESDALE C.C. AVERAGES. (1389, 75, 1600, 89)
ad-team: D. Y. STEWART'S (294, 1013, 411, 1027)
table-cell: ▬ (1579, 573, 1602, 584)
table-row (1387, 338, 1602, 348)
table-row (1387, 507, 1602, 518)
table-cell: ▬ (1489, 425, 1512, 436)
table-cell: ▬ (1102, 1592, 1125, 1603)
table-cell: ▬ (1512, 392, 1534, 403)
ad-line: AT (346, 669, 358, 679)
table-cell: ▬▬▬▬▬▬ (1387, 551, 1489, 562)
table-cell: ▬ (1534, 682, 1557, 693)
table-cell: ▬ (1079, 799, 1102, 810)
table-cell: ▬ (1489, 682, 1512, 693)
table-cell: ▬ (1579, 715, 1602, 726)
table-cell: ▬ (1079, 1500, 1102, 1511)
table-row (1387, 359, 1602, 370)
table-cell: ▬▬▬▬▬▬ (1387, 316, 1489, 327)
heading-junior-open-dates: Junior Open Dates. (1181, 418, 1354, 437)
table-cell: ▬ (1079, 640, 1102, 651)
table-row (1387, 348, 1602, 359)
table-row (930, 788, 1147, 799)
table-cell: ▬ (1033, 821, 1056, 832)
table-row (930, 766, 1147, 777)
table-cell: ▬▬▬▬▬▬ (1387, 239, 1489, 250)
table-cell: ▬ (1534, 540, 1557, 551)
table-cell: ▬ (1512, 496, 1534, 507)
table-cell: ▬ (1033, 788, 1056, 799)
ad-line: FOOTBALL PITCH and Pavilion Wanted. (268, 1667, 436, 1690)
table-cell: ▬ (1489, 584, 1512, 595)
table-cell: ▬ (1512, 485, 1534, 496)
table-cell: ▬ (1512, 217, 1534, 228)
table-row (1387, 638, 1602, 649)
table-cell: ▬ (1557, 359, 1580, 370)
ad-clyde-juniors (245, 1361, 460, 1459)
table-row (1387, 540, 1602, 551)
table-cell: ▬ (1489, 671, 1512, 682)
table-cell: ▬ (1056, 1658, 1079, 1669)
heading-teams: TO-MORROW'S TEAMS. (1411, 1165, 1578, 1179)
table-cell: ▬ (1125, 766, 1147, 777)
table-cell: ▬ (1579, 627, 1602, 638)
table-row (930, 1592, 1147, 1603)
table-cell: ▬ (1557, 507, 1580, 518)
table-cell: ▬ (1557, 496, 1580, 507)
table-cell: ▬ (1512, 715, 1534, 726)
table-cell: ▬ (1489, 316, 1512, 327)
ad-team: CLYDE JUNIORS (295, 1387, 410, 1402)
table-cell: ▬▬▬▬▬▬ (1387, 649, 1489, 660)
table-cell: ▬ (1579, 584, 1602, 595)
table-cell: ▬ (1512, 693, 1534, 704)
table-cell: ▬ (1579, 338, 1602, 348)
footer-rule (38, 2114, 1609, 2116)
table-cell: ▬ (1489, 496, 1512, 507)
table-cell: ▬▬▬▬▬▬ (1387, 748, 1489, 759)
table-row (930, 618, 1147, 629)
table-cell: ▬ (1579, 529, 1602, 540)
league-table (930, 1489, 1147, 1554)
table-cell: ▬ (1579, 381, 1602, 392)
table-cell: ▬ (1512, 748, 1534, 759)
table-cell: ▬ (1125, 1500, 1147, 1511)
table-cell: ▬▬▬▬▬▬ (1387, 228, 1489, 239)
table-row (1387, 682, 1602, 693)
table-cell: ▬ (1489, 261, 1512, 272)
table-cell: ▬ (1125, 662, 1147, 673)
table-cell: ▬ (1102, 1658, 1125, 1669)
table-cell: ▬▬▬▬▬▬ (930, 854, 1033, 865)
table-row (930, 1647, 1147, 1658)
table-cell: ▬▬▬▬▬▬ (1387, 737, 1489, 748)
heading-wos-league: WEST of SCOTLAND CRICKET LEAGUE (932, 1456, 1145, 1485)
table-cell: ▬ (1125, 832, 1147, 843)
table-cell: ▬▬▬▬▬▬ (930, 1489, 1033, 1500)
table-row (930, 843, 1147, 854)
table-row (930, 1636, 1147, 1647)
ad-line: KICK-OFF AT 4 O'CLOCK. (298, 1074, 406, 1084)
filler-text: ▬▬ ▬▬▬ ▬ ▬▬▬▬ ▬▬ ▬▬ ▬▬▬ ▬ ▬▬▬▬ ▬▬ ▬▬ ▬▬▬ ▬ ▬▬▬▬ (47, 324, 229, 341)
table-cell: ▬ (1489, 518, 1512, 529)
table-cell: ▬ (1512, 518, 1534, 529)
table-cell: ▬ (1534, 726, 1557, 737)
table-row (1387, 261, 1602, 272)
table-cell: ▬▬▬▬▬▬ (930, 1614, 1033, 1625)
table-cell: ▬▬▬▬▬▬ (1387, 392, 1489, 403)
table-row (1387, 584, 1602, 595)
ad-team: MARYHILL (314, 774, 391, 788)
ad-line: GLASGOW JUNIOR CUP (269, 133, 435, 147)
table-cell: ▬ (1512, 551, 1534, 562)
table-cell: ▬ (1579, 294, 1602, 305)
table-cell: ▬ (1579, 737, 1602, 748)
table-cell: ▬ (1512, 595, 1534, 606)
ad-line: FIRST ROUND. (320, 872, 385, 882)
table-cell: ▬ (1056, 629, 1079, 640)
filler-text: ▬▬ ▬▬▬ ▬ ▬▬▬▬ ▬▬ ▬▬ ▬▬▬ ▬ ▬▬▬▬ ▬▬ ▬▬ ▬▬▬ ▬ ▬▬▬▬ ▬▬ ▬▬ ▬▬▬ ▬ ▬▬▬▬ ▬▬ ▬▬ ▬▬▬ ▬ ▬▬▬▬ ▬▬ ▬▬ ▬▬▬ ▬ ▬▬▬▬ ▬▬ (47, 645, 229, 680)
table-row (1387, 649, 1602, 660)
table-cell: ▬ (1125, 706, 1147, 717)
table-cell: ▬ (1512, 239, 1534, 250)
table-cell: ▬ (1102, 777, 1125, 788)
table-cell: ▬ (1579, 726, 1602, 737)
table-cell: ▬ (1125, 810, 1147, 821)
table-cell: ▬▬▬▬▬▬ (930, 865, 1033, 875)
table-row (930, 1543, 1147, 1554)
table-cell: ▬ (1579, 485, 1602, 496)
table-cell: ▬ (1033, 1647, 1056, 1658)
table-cell: ▬ (1125, 640, 1147, 651)
table-cell: ▬▬▬▬▬▬ (1387, 425, 1489, 436)
table-cell: ▬ (1056, 1647, 1079, 1658)
ad-line: v. (349, 472, 356, 482)
table-row (930, 1625, 1147, 1636)
ad-team: GLASGOW PERTHSHIRE. (277, 252, 427, 292)
table-row (1387, 414, 1602, 425)
table-cell: ▬ (1534, 638, 1557, 649)
heading-cricket-open-dates: Cricket Open Dates. (1403, 1503, 1586, 1522)
table-cell: ▬ (1534, 715, 1557, 726)
heading-county: AYRSHIRE. (99, 307, 178, 321)
filler-text: ▬▬ ▬▬▬ ▬ ▬▬▬▬ ▬▬ ▬▬ ▬▬▬ ▬ ▬▬▬▬ ▬▬ ▬▬ ▬▬▬ ▬ ▬▬▬▬ ▬▬ ▬▬ ▬▬▬ ▬ ▬▬▬▬ ▬▬ ▬▬ ▬▬▬ ▬ ▬▬▬▬ ▬▬ ▬▬ ▬▬▬ ▬ ▬▬▬▬ ▬▬ ▬▬ ▬▬▬ ▬ ▬▬▬▬ ▬▬ ▬▬ ▬▬▬ ▬ ▬▬▬▬ ▬▬ ▬▬ ▬▬▬ ▬ ▬▬▬▬ ▬▬ ▬▬ ▬▬▬ ▬ ▬▬▬▬ ▬▬ ▬▬ ▬▬▬ ▬ ▬▬▬▬ ▬▬ ▬▬ ▬▬▬ ▬ ▬▬▬▬ ▬▬ ▬▬ ▬▬▬ ▬ ▬▬▬▬ ▬▬ ▬▬ ▬▬▬ ▬ ▬▬▬▬ ▬▬ ▬▬ ▬▬▬ ▬ ▬▬▬▬ ▬▬ ▬▬ ▬▬▬ ▬ ▬▬▬▬ ▬▬ ▬▬ ▬▬▬ ▬ ▬▬▬▬ ▬▬ ▬▬ ▬▬▬ ▬ ▬▬▬▬ ▬▬ ▬▬ ▬▬▬ ▬ ▬▬▬▬ ▬▬ ▬▬ ▬▬▬ ▬ ▬▬▬▬ ▬▬ ▬▬ ▬▬▬ ▬ ▬▬▬▬ ▬▬ ▬▬ ▬▬▬ ▬ ▬▬▬▬ ▬▬ ▬▬ ▬▬▬ ▬ ▬▬▬▬ ▬▬ ▬▬ ▬▬▬ ▬ ▬▬▬▬ ▬▬ ▬▬ ▬▬▬ ▬ ▬▬▬▬ ▬▬ ▬▬ ▬▬▬ ▬ ▬▬▬▬ ▬▬ ▬▬ ▬▬▬ ▬ ▬▬▬▬ ▬▬ ▬▬ ▬▬▬ ▬ ▬▬▬▬ ▬▬ ▬▬ ▬▬▬ ▬ ▬▬▬▬ ▬▬ ▬▬ ▬▬▬ ▬ ▬▬▬▬ ▬▬ (475, 148, 686, 283)
league-table (930, 618, 1147, 728)
table-cell: ▬ (1056, 1500, 1079, 1511)
table-row (930, 799, 1147, 810)
table-cell: ▬ (1125, 1603, 1147, 1614)
table-row (1387, 606, 1602, 616)
table-cell: ▬ (1125, 673, 1147, 684)
ad-line: TO-MORROW (SATURDAY), 8th September, (267, 428, 437, 452)
table-cell: ▬▬▬▬▬▬ (1387, 715, 1489, 726)
table-cell: ▬ (1125, 1647, 1147, 1658)
table-row (930, 1511, 1147, 1521)
table-row (930, 695, 1147, 706)
table-cell: ▬ (1579, 327, 1602, 338)
byline: (BY THE MITE.) (539, 133, 622, 144)
table-cell: ▬ (1489, 283, 1512, 294)
table-cell: ▬ (1079, 777, 1102, 788)
ad-line: SATURDAY, 8TH SEPTEMBER. (296, 162, 409, 191)
ad-ground: SHAWFIELD PARK. (300, 1434, 405, 1446)
table-cell: ▬ (1534, 403, 1557, 414)
table-cell: ▬▬▬▬▬▬ (1387, 638, 1489, 649)
table-cell: ▬ (1102, 618, 1125, 629)
table-cell: ▬ (1557, 737, 1580, 748)
table-cell: ▬ (1557, 206, 1580, 217)
ad-line: GRAND FOOTBALL MATCH (256, 549, 448, 564)
table-cell: ▬ (1534, 381, 1557, 392)
heading-county: ABERDEENSHIRE. (72, 429, 204, 444)
ad-team: RUTHERGLEN GLENCAIRN (256, 455, 449, 469)
table-cell: ▬ (1557, 551, 1580, 562)
table-cell: ▬ (1579, 392, 1602, 403)
table-cell: ▬▬▬▬▬▬ (930, 717, 1033, 728)
table-cell: ▬▬▬▬▬▬ (930, 843, 1033, 854)
table-cell: ▬ (1557, 217, 1580, 228)
table-cell: ▬ (1512, 436, 1534, 447)
table-cell: ▬ (1579, 660, 1602, 671)
table-cell: ▬ (1579, 436, 1602, 447)
table-cell: ▬ (1125, 1614, 1147, 1625)
table-cell: ▬ (1489, 381, 1512, 392)
table-cell: ▬ (1033, 1511, 1056, 1521)
table-row (930, 821, 1147, 832)
table-cell: ▬ (1534, 518, 1557, 529)
table-cell: ▬ (1557, 748, 1580, 759)
table-cell: ▬ (1125, 1489, 1147, 1500)
table-cell: ▬▬▬▬▬▬ (1387, 704, 1489, 715)
table-cell: ▬▬▬▬▬▬ (930, 766, 1033, 777)
table-cell: ▬▬▬▬▬▬ (1387, 660, 1489, 671)
table-cell: ▬▬▬▬▬▬ (930, 799, 1033, 810)
ad-line: NORTH OF SCOTLAND CLUBS. (272, 1495, 433, 1523)
table-cell: ▬ (1579, 239, 1602, 250)
table-row (930, 810, 1147, 821)
filler-text: ▬▬ ▬▬▬ ▬ ▬▬▬▬ ▬▬ ▬▬ ▬▬▬ ▬ ▬▬▬▬ ▬▬ ▬▬ ▬▬▬ ▬ ▬▬▬▬ ▬▬ ▬▬ ▬▬▬ ▬ ▬▬▬▬ ▬▬ ▬▬ ▬▬▬ ▬ ▬▬▬▬ ▬▬ ▬▬ ▬▬▬ ▬ ▬▬▬▬ ▬▬ ▬▬ ▬▬▬ ▬ ▬▬▬▬ ▬▬ ▬▬ ▬▬▬ ▬ ▬▬▬▬ ▬▬ ▬▬ ▬▬▬ ▬ ▬▬▬▬ ▬▬ ▬▬ ▬▬▬ ▬ ▬▬▬▬ ▬▬ ▬▬ ▬▬▬ ▬ ▬▬▬▬ ▬▬ ▬▬ ▬▬▬ ▬ ▬▬▬▬ ▬▬ ▬▬ ▬▬▬ ▬ ▬▬▬▬ ▬▬ ▬▬ ▬▬▬ ▬ ▬▬▬▬ ▬▬ ▬▬ ▬▬▬ ▬ ▬▬▬▬ ▬▬ ▬▬ ▬▬▬ ▬ ▬▬▬▬ ▬▬ ▬▬ ▬▬▬ ▬ ▬▬▬▬ ▬▬ ▬▬ ▬▬▬ ▬ ▬▬▬▬ ▬▬ ▬▬ ▬▬▬ ▬ ▬▬▬▬ ▬▬ ▬▬ ▬▬▬ ▬ ▬▬▬▬ ▬▬ ▬▬ ▬▬▬ ▬ ▬▬▬▬ ▬▬ ▬▬ ▬▬▬ ▬ ▬▬▬▬ ▬▬ ▬▬ ▬▬▬ ▬ ▬▬▬▬ ▬▬ ▬▬ ▬▬▬ ▬ ▬▬▬▬ ▬▬ ▬▬ ▬▬▬ ▬ ▬▬▬▬ ▬▬ ▬▬ ▬▬▬ ▬ ▬▬▬▬ ▬▬ ▬▬ ▬▬▬ ▬ ▬▬▬▬ ▬▬ ▬▬ ▬▬▬ ▬ ▬▬▬▬ ▬▬ ▬▬ ▬▬▬ ▬ ▬▬▬▬ ▬▬ ▬▬ ▬▬▬ ▬ ▬▬▬▬ ▬▬ ▬▬ ▬▬▬ ▬ ▬▬▬▬ ▬▬ ▬▬ ▬▬▬ ▬ ▬▬▬▬ ▬▬ ▬▬ ▬▬▬ ▬ ▬▬▬▬ ▬▬ ▬▬ ▬▬▬ ▬ ▬▬▬▬ ▬▬ ▬▬ ▬▬▬ ▬ ▬▬▬▬ ▬▬ ▬▬ ▬▬▬ ▬ ▬▬▬▬ ▬▬ ▬▬ ▬▬▬ ▬ ▬▬▬▬ ▬▬ ▬▬ ▬▬▬ ▬ ▬▬▬▬ ▬▬ ▬▬ ▬▬▬ ▬ ▬▬▬▬ ▬▬ ▬▬ ▬▬▬ ▬ ▬▬▬▬ ▬▬ ▬▬ ▬▬▬ ▬ ▬▬▬▬ ▬▬ ▬▬ ▬▬▬ ▬ ▬▬▬▬ ▬▬ ▬▬ ▬▬▬ ▬ ▬▬▬▬ ▬▬ ▬▬ ▬▬▬ ▬ ▬▬▬▬ ▬▬ ▬▬ ▬▬▬ ▬ ▬▬▬▬ ▬▬ ▬▬ ▬▬▬ ▬ ▬▬▬▬ ▬▬ ▬▬ ▬▬▬ ▬ ▬▬▬▬ ▬▬ ▬▬ ▬▬▬ ▬ ▬▬▬▬ ▬▬ ▬▬ ▬▬▬ ▬ ▬▬▬▬ ▬▬ ▬▬ ▬▬▬ ▬ ▬▬▬▬ ▬▬ ▬▬ ▬▬▬ ▬ ▬▬▬▬ ▬▬ ▬▬ ▬▬▬ ▬ ▬▬▬▬ ▬▬ ▬▬ ▬▬▬ ▬ ▬▬▬▬ ▬▬ ▬▬ ▬▬▬ ▬ ▬▬▬▬ ▬▬ ▬▬ ▬▬▬ ▬ ▬▬▬▬ ▬▬ ▬▬ ▬▬▬ ▬ ▬▬▬▬ ▬▬ ▬▬ ▬▬▬ ▬ ▬▬▬▬ ▬▬ ▬▬ ▬▬▬ ▬ ▬▬▬▬ ▬▬ ▬▬ ▬▬▬ ▬ ▬▬▬▬ ▬▬ ▬▬ ▬▬▬ ▬ ▬▬▬▬ ▬▬ ▬▬ ▬▬▬ ▬ ▬▬▬▬ ▬▬ ▬▬ ▬▬▬ ▬ ▬▬▬▬ ▬▬ ▬▬ ▬▬▬ ▬ ▬▬▬▬ ▬▬ ▬▬ ▬▬▬ ▬ ▬▬▬▬ ▬▬ ▬▬ ▬▬▬ ▬ ▬▬▬▬ ▬▬ ▬▬ ▬▬▬ ▬ ▬▬▬▬ ▬▬ ▬▬ ▬▬▬ ▬ ▬▬▬▬ ▬▬ ▬▬ ▬▬▬ ▬ ▬▬▬▬ ▬▬ ▬▬ ▬▬▬ ▬ ▬▬▬▬ ▬▬ ▬▬ ▬▬▬ ▬ ▬▬▬▬ ▬▬ ▬▬ ▬▬▬ ▬ ▬▬▬▬ ▬▬ ▬▬ ▬▬▬ ▬ ▬▬▬▬ ▬▬ ▬▬ ▬▬▬ ▬ ▬▬▬▬ ▬▬ ▬▬ ▬▬▬ ▬ ▬▬▬▬ ▬▬ ▬▬ ▬▬▬ ▬ ▬▬▬▬ ▬▬ ▬▬ ▬▬▬ ▬ ▬▬▬▬ ▬▬ ▬▬ ▬▬▬ ▬ ▬▬▬▬ ▬▬ ▬▬ ▬▬▬ ▬ ▬▬▬▬ ▬▬ ▬▬ ▬▬▬ ▬ ▬▬▬▬ ▬▬ ▬▬ ▬▬▬ ▬ ▬▬▬▬ ▬▬ ▬▬ ▬▬▬ ▬ ▬▬▬▬ ▬▬ ▬▬ ▬▬▬ ▬ ▬▬▬▬ ▬▬ ▬▬ ▬▬▬ ▬ ▬▬▬▬ ▬▬ ▬▬ ▬▬▬ ▬ ▬▬▬▬ ▬▬ ▬▬ ▬▬▬ ▬ ▬▬▬▬ ▬▬ ▬▬ ▬▬▬ ▬ ▬▬▬▬ ▬▬ ▬▬ ▬▬▬ ▬ ▬▬▬▬ ▬▬ ▬▬ ▬▬▬ ▬ ▬▬▬▬ ▬▬ ▬▬ ▬▬▬ ▬ ▬▬▬▬ ▬▬ ▬▬ ▬▬▬ ▬ ▬▬▬▬ ▬▬ ▬▬ ▬▬▬ ▬ ▬▬▬▬ ▬▬ ▬▬ ▬▬▬ ▬ ▬▬▬▬ ▬▬ ▬▬ ▬▬▬ ▬ ▬▬▬▬ ▬▬ ▬▬ ▬▬▬ ▬ ▬▬▬▬ ▬▬ ▬▬ ▬▬▬ ▬ ▬▬▬▬ ▬▬ ▬▬ ▬▬▬ ▬ ▬▬▬▬ ▬▬ ▬▬ ▬▬▬ ▬ ▬▬▬▬ ▬▬ ▬▬ ▬▬▬ ▬ ▬▬▬▬ ▬▬ ▬▬ ▬▬▬ ▬ ▬▬▬▬ ▬▬ ▬▬ ▬▬▬ ▬ ▬▬▬▬ ▬▬ ▬▬ ▬▬▬ ▬ ▬▬▬▬ ▬▬ ▬▬ ▬▬▬ ▬ ▬▬▬▬ ▬▬ ▬▬ ▬▬▬ ▬ ▬▬▬▬ ▬▬ ▬▬ ▬▬▬ ▬ ▬▬▬▬ ▬▬ ▬▬ ▬▬▬ ▬ ▬▬▬▬ ▬▬ ▬▬ ▬▬▬ ▬ ▬▬▬▬ ▬▬ ▬▬ ▬▬▬ ▬ ▬▬▬▬ ▬▬ ▬▬ ▬▬▬ ▬ ▬▬▬▬ ▬▬ ▬▬ ▬▬▬ ▬ ▬▬▬▬ ▬▬ ▬▬ ▬▬▬ ▬ ▬▬▬▬ ▬▬ ▬▬ ▬▬▬ ▬ ▬▬▬▬ ▬▬ ▬▬ ▬▬▬ ▬ ▬▬▬▬ ▬▬ ▬▬ ▬▬▬ ▬ ▬▬▬▬ ▬▬ ▬▬ ▬▬▬ ▬ ▬▬▬▬ ▬▬ ▬▬ ▬▬▬ ▬ ▬▬▬▬ ▬▬ ▬▬ ▬▬▬ ▬ ▬▬▬▬ ▬▬ ▬▬ ▬▬▬ ▬ ▬▬▬▬ ▬▬ ▬▬ ▬▬▬ ▬ ▬▬▬▬ ▬▬ ▬▬ ▬▬▬ ▬ ▬▬▬▬ ▬▬ ▬▬ ▬▬▬ ▬ ▬▬▬▬ ▬▬ ▬▬ ▬▬▬ ▬ ▬▬▬▬ ▬▬ ▬▬ ▬▬▬ ▬ ▬▬▬▬ ▬▬ ▬▬ ▬▬▬ ▬ ▬▬▬▬ ▬▬ ▬▬ ▬▬▬ ▬ ▬▬▬▬ ▬▬ ▬▬ ▬▬▬ ▬ ▬▬▬▬ ▬▬ ▬▬ ▬▬▬ ▬ ▬▬▬▬ ▬▬ ▬▬ ▬▬▬ ▬ ▬▬▬▬ ▬▬ ▬▬ ▬▬▬ ▬ ▬▬▬▬ ▬▬ ▬▬ ▬▬▬ ▬ ▬▬▬▬ ▬▬ ▬▬ ▬▬▬ ▬ ▬▬▬▬ ▬▬ ▬▬ ▬▬▬ ▬ ▬▬▬▬ ▬▬ ▬▬ ▬▬▬ ▬ ▬▬▬▬ ▬▬ ▬▬ ▬▬▬ ▬ ▬▬▬▬ ▬▬ ▬▬ ▬▬▬ ▬ ▬▬▬▬ ▬▬ ▬▬ ▬▬▬ ▬ ▬▬▬▬ ▬▬ ▬▬ ▬▬▬ ▬ ▬▬▬▬ ▬▬ ▬▬ ▬▬▬ ▬ ▬▬▬▬ ▬▬ ▬▬ ▬▬▬ ▬ ▬▬▬▬ ▬▬ ▬▬ ▬▬▬ ▬ ▬▬▬▬ ▬▬ ▬▬ ▬▬▬ ▬ ▬▬▬▬ ▬▬ ▬▬ ▬▬▬ ▬ ▬▬▬▬ ▬▬ ▬▬ ▬▬▬ ▬ ▬▬▬▬ ▬▬ ▬▬ ▬▬▬ ▬ ▬▬▬▬ ▬▬ ▬▬ ▬▬▬ ▬ ▬▬▬▬ ▬▬ ▬▬ ▬▬▬ ▬ ▬▬▬▬ ▬▬ ▬▬ ▬▬▬ ▬ ▬▬▬▬ ▬▬ ▬▬ ▬▬▬ ▬ ▬▬▬▬ ▬▬ ▬▬ ▬▬▬ ▬ ▬▬▬▬ ▬▬ ▬▬ ▬▬▬ ▬ ▬▬▬▬ ▬▬ ▬▬ ▬▬▬ ▬ ▬▬▬▬ ▬▬ ▬▬ ▬▬▬ ▬ ▬▬▬▬ ▬▬ ▬▬ ▬▬▬ ▬ ▬▬▬▬ ▬▬ ▬▬ ▬▬▬ ▬ ▬▬▬▬ ▬▬ ▬▬ ▬▬▬ ▬ ▬▬▬▬ ▬▬ ▬▬ ▬▬▬ ▬ ▬▬▬▬ ▬▬ ▬▬ ▬▬▬ ▬ ▬▬▬▬ ▬▬ ▬▬ ▬▬▬ ▬ ▬▬▬▬ ▬▬ ▬▬ ▬▬▬ ▬ ▬▬▬▬ ▬▬ ▬▬ ▬▬▬ ▬ ▬▬▬▬ ▬▬ ▬▬ ▬▬▬ ▬ ▬▬▬▬ ▬▬ ▬▬ ▬▬▬ ▬ ▬▬▬▬ ▬▬ ▬▬ ▬▬▬ ▬ ▬▬▬▬ ▬▬ ▬▬ ▬▬▬ ▬ ▬▬▬▬ ▬▬ ▬▬ ▬▬▬ ▬ ▬▬▬▬ ▬▬ ▬▬ ▬▬▬ ▬ ▬▬▬▬ ▬▬ ▬▬ ▬▬▬ ▬ ▬▬▬▬ ▬▬ ▬▬ ▬▬▬ ▬ ▬▬▬▬ ▬▬ ▬▬ ▬▬▬ ▬ ▬▬▬▬ ▬▬ ▬▬ ▬▬▬ ▬ ▬▬▬▬ ▬▬ ▬▬ ▬▬▬ ▬ ▬▬▬▬ ▬▬ ▬▬ ▬▬▬ ▬ ▬▬▬▬ ▬▬ ▬▬ ▬▬▬ ▬ ▬▬▬▬ ▬▬ ▬▬ ▬▬▬ ▬ ▬▬▬▬ ▬▬ ▬▬ ▬▬▬ ▬ ▬▬▬▬ ▬▬ ▬▬ ▬▬▬ ▬ ▬▬▬▬ ▬▬ ▬▬ ▬▬▬ ▬ ▬▬▬▬ ▬▬ ▬▬ ▬▬▬ ▬ ▬▬▬▬ ▬▬ ▬▬ ▬▬▬ ▬ ▬▬▬▬ ▬▬ ▬▬ ▬▬▬ ▬ ▬▬▬▬ ▬▬ ▬▬ ▬▬▬ ▬ ▬▬▬▬ ▬▬ ▬▬ ▬▬▬ ▬ ▬▬▬▬ ▬▬ ▬▬ ▬▬▬ ▬ ▬▬▬▬ ▬▬ ▬▬ ▬▬▬ ▬ ▬▬▬▬ ▬▬ ▬▬ ▬▬▬ ▬ ▬▬▬▬ ▬▬ ▬▬ ▬▬▬ ▬ ▬▬▬▬ ▬▬ ▬▬ ▬▬▬ ▬ ▬▬▬▬ ▬▬ ▬▬ ▬▬▬ ▬ ▬▬▬▬ ▬▬ ▬▬ ▬▬▬ ▬ ▬▬▬▬ ▬▬ ▬▬ ▬▬▬ ▬ ▬▬▬▬ ▬▬ ▬▬ ▬▬▬ ▬ ▬▬▬▬ ▬▬ ▬▬ ▬▬▬ ▬ ▬▬▬▬ ▬▬ ▬▬ ▬▬▬ ▬ ▬▬▬▬ ▬▬ ▬▬ ▬▬▬ ▬ ▬▬▬▬ ▬▬ ▬▬ ▬▬▬ ▬ ▬▬▬▬ ▬▬ ▬▬ ▬▬▬ ▬ ▬▬▬▬ ▬▬ ▬▬ ▬▬▬ ▬ ▬▬▬▬ ▬▬ ▬▬ ▬▬▬ ▬ ▬▬▬▬ ▬▬ ▬▬ ▬▬▬ ▬ ▬▬▬▬ ▬▬ ▬▬ ▬▬▬ ▬ ▬▬▬▬ ▬▬ ▬▬ ▬▬▬ ▬ ▬▬▬▬ ▬▬ ▬▬ ▬▬▬ ▬ ▬▬▬▬ ▬▬ ▬▬ ▬▬▬ ▬ ▬▬▬▬ ▬▬ ▬▬ ▬▬▬ ▬ ▬▬▬▬ ▬▬ ▬▬ ▬▬▬ ▬ ▬▬▬▬ ▬▬ ▬▬ ▬▬▬ ▬ ▬▬▬▬ ▬▬ ▬▬ ▬▬▬ ▬ ▬▬▬▬ ▬▬ ▬▬ ▬▬▬ ▬ ▬▬▬▬ ▬▬ ▬▬ ▬▬▬ ▬ ▬▬▬▬ ▬▬ ▬▬ ▬▬▬ ▬ ▬▬▬▬ ▬▬ ▬▬ ▬▬▬ ▬ ▬▬▬▬ ▬▬ ▬▬ ▬▬▬ ▬ ▬▬▬▬ ▬▬ ▬▬ ▬▬▬ ▬ ▬▬▬▬ ▬▬ ▬▬ ▬▬▬ ▬ ▬▬▬▬ ▬▬ ▬▬ ▬▬▬ ▬ ▬▬▬▬ ▬▬ ▬▬ ▬▬▬ ▬ ▬▬▬▬ ▬▬ ▬▬ ▬▬▬ ▬ ▬▬▬▬ ▬▬ ▬▬ ▬▬▬ ▬ ▬▬▬▬ ▬▬ ▬▬ ▬▬▬ ▬ ▬▬▬▬ ▬▬ ▬▬ ▬▬▬ ▬ ▬▬▬▬ ▬▬ ▬▬ ▬▬▬ ▬ ▬▬▬▬ ▬▬ ▬▬ ▬▬▬ ▬ ▬▬▬▬ ▬▬ ▬▬ ▬▬▬ ▬ ▬▬▬▬ ▬▬ ▬▬ ▬▬▬ ▬ ▬▬▬▬ ▬▬ ▬▬ ▬▬▬ ▬ ▬▬▬▬ ▬▬ ▬▬ ▬▬▬ ▬ ▬▬▬▬ ▬▬ ▬▬ ▬▬▬ ▬ ▬▬▬▬ ▬▬ ▬▬ ▬▬▬ ▬ ▬▬▬▬ ▬▬ ▬▬ ▬▬▬ ▬ ▬▬▬▬ ▬▬ ▬▬ ▬▬▬ ▬ ▬▬▬▬ ▬▬ ▬▬ ▬▬▬ ▬ ▬▬▬▬ ▬▬ ▬▬ ▬▬▬ ▬ ▬▬▬▬ ▬▬ ▬▬ ▬▬▬ ▬ ▬▬▬▬ ▬▬ ▬▬ ▬▬▬ ▬ ▬▬▬▬ ▬▬ ▬▬ ▬▬▬ ▬ ▬▬▬▬ ▬▬ ▬▬ ▬▬▬ ▬ ▬▬▬▬ ▬▬ ▬▬ ▬▬▬ ▬ ▬▬▬▬ ▬▬ ▬▬ ▬▬▬ ▬ ▬▬▬▬ ▬▬ ▬▬ ▬▬▬ ▬ ▬▬▬▬ ▬▬ ▬▬ ▬▬▬ ▬ ▬▬▬▬ ▬▬ ▬▬ ▬▬▬ ▬ ▬▬▬▬ ▬▬ ▬▬ ▬▬▬ ▬ ▬▬▬▬ ▬▬ ▬▬ ▬▬▬ ▬ ▬▬▬▬ ▬▬ ▬▬ ▬▬▬ ▬ ▬▬▬▬ ▬▬ ▬▬ ▬▬▬ ▬ ▬▬▬▬ ▬▬ ▬▬ ▬▬▬ ▬ ▬▬▬▬ ▬▬ ▬▬ ▬▬▬ ▬ ▬▬▬▬ ▬▬ ▬▬ ▬▬▬ ▬ ▬▬▬▬ ▬▬ ▬▬ ▬▬▬ ▬ ▬▬▬▬ ▬▬ ▬▬ ▬▬▬ ▬ ▬▬▬▬ ▬▬ ▬▬ ▬▬▬ ▬ ▬▬▬▬ ▬▬ ▬▬ ▬▬▬ ▬ ▬▬▬▬ ▬▬ ▬▬ ▬▬▬ ▬ ▬▬▬▬ ▬▬ ▬▬ ▬▬▬ ▬ ▬▬▬▬ ▬▬ ▬▬ ▬▬▬ ▬ ▬▬▬▬ ▬▬ ▬▬ ▬▬▬ ▬ ▬▬▬▬ ▬▬ ▬▬ ▬▬▬ ▬ ▬▬▬▬ ▬▬ ▬▬ ▬▬▬ ▬ ▬▬▬▬ ▬▬ ▬▬ ▬▬▬ ▬ ▬▬▬▬ ▬▬ ▬▬ ▬▬▬ ▬ ▬▬▬▬ ▬▬ ▬▬ ▬▬▬ ▬ ▬▬▬▬ ▬▬ ▬▬ ▬▬▬ ▬ ▬▬▬▬ ▬▬ ▬▬ ▬▬▬ ▬ ▬▬▬▬ ▬▬ ▬▬ ▬▬▬ ▬ ▬▬▬▬ ▬▬ ▬▬ ▬▬▬ ▬ ▬▬▬▬ ▬▬ ▬▬ ▬▬▬ ▬ ▬▬▬▬ ▬▬ ▬▬ ▬▬▬ ▬ ▬▬▬▬ ▬▬ ▬▬ ▬▬▬ ▬ ▬▬▬▬ ▬▬ ▬▬ ▬▬▬ ▬ ▬▬▬▬ ▬▬ ▬▬ ▬▬▬ ▬ ▬▬▬▬ ▬▬ ▬▬ ▬▬▬ ▬ ▬▬▬▬ ▬▬ ▬▬ ▬▬▬ ▬ ▬▬▬▬ ▬▬ ▬▬ ▬▬▬ ▬ ▬▬▬▬ ▬▬ ▬▬ ▬▬▬ ▬ ▬▬▬▬ ▬▬ ▬▬ ▬▬▬ ▬ ▬▬▬▬ ▬▬ ▬▬ ▬▬▬ ▬ ▬▬▬▬ ▬▬ ▬▬ ▬▬▬ ▬ ▬▬▬▬ ▬▬ ▬▬ ▬▬▬ ▬ ▬▬▬▬ ▬▬ ▬▬ ▬▬▬ ▬ ▬▬▬▬ ▬▬ ▬▬ ▬▬▬ ▬ ▬▬▬▬ ▬▬ ▬▬ ▬▬▬ ▬ ▬▬▬▬ ▬▬ ▬▬ ▬▬▬ ▬ ▬▬▬▬ ▬▬ ▬▬ ▬▬▬ ▬ ▬▬▬▬ ▬▬ ▬▬ ▬▬▬ ▬ ▬▬▬▬ ▬▬ ▬▬ ▬▬▬ ▬ ▬▬▬▬ ▬▬ ▬▬ ▬▬▬ ▬ ▬▬▬▬ ▬▬ ▬▬ ▬▬▬ ▬ ▬▬▬▬ ▬▬ ▬▬ ▬▬▬ ▬ ▬▬▬▬ ▬▬ ▬▬ ▬▬▬ ▬ ▬▬▬▬ ▬▬ ▬▬ ▬▬▬ ▬ ▬▬▬▬ ▬▬ ▬▬ ▬▬▬ ▬ ▬▬▬▬ ▬▬ ▬▬ ▬▬▬ ▬ ▬▬▬▬ ▬▬ ▬▬ ▬▬▬ ▬ ▬▬▬▬ ▬▬ ▬▬ ▬▬▬ ▬ ▬▬▬▬ ▬▬ ▬▬ ▬▬▬ ▬ ▬▬▬▬ ▬▬ ▬▬ ▬▬▬ ▬ ▬▬▬▬ ▬▬ ▬▬ ▬▬▬ ▬ ▬▬▬▬ ▬▬ ▬▬ ▬▬▬ ▬ ▬▬▬▬ ▬▬ ▬▬ ▬▬▬ ▬ ▬▬▬▬ ▬▬ ▬▬ ▬▬▬ ▬ ▬▬▬▬ ▬▬ ▬▬ ▬▬▬ ▬ ▬▬▬▬ ▬▬ ▬▬ ▬▬▬ ▬ ▬▬▬▬ ▬▬ ▬▬ ▬▬▬ ▬ ▬▬▬▬ ▬▬ ▬▬ ▬▬▬ ▬ ▬▬▬▬ ▬▬ ▬▬ ▬▬▬ ▬ ▬▬▬▬ ▬▬ ▬▬ ▬▬▬ ▬ ▬▬▬▬ ▬▬ ▬▬ ▬▬▬ ▬ ▬▬▬▬ ▬▬ ▬▬ ▬▬▬ ▬ ▬▬▬▬ ▬▬ ▬▬ ▬▬▬ ▬ ▬▬▬▬ ▬▬ ▬▬ ▬▬▬ ▬ ▬▬▬▬ ▬▬ ▬▬ ▬▬▬ ▬ ▬▬▬▬ ▬▬ ▬▬ ▬▬▬ ▬ ▬▬▬▬ ▬▬ ▬▬ ▬▬▬ ▬ ▬▬▬▬ ▬▬ ▬▬ ▬▬▬ ▬ ▬▬▬▬ ▬▬ ▬▬ ▬▬▬ ▬ ▬▬▬▬ ▬▬ ▬▬ ▬▬▬ ▬ ▬▬▬▬ ▬▬ ▬▬ ▬▬▬ ▬ ▬▬▬▬ ▬▬ ▬▬ ▬▬▬ ▬ ▬▬▬▬ ▬▬ ▬▬ ▬▬▬ ▬ ▬▬▬▬ ▬▬ ▬▬ ▬▬▬ ▬ ▬▬▬▬ ▬▬ ▬▬ ▬▬▬ ▬ ▬▬▬▬ ▬▬ ▬▬ ▬▬▬ ▬ ▬▬▬▬ ▬▬ ▬▬ ▬▬▬ ▬ ▬▬▬▬ ▬▬ ▬▬ ▬▬▬ ▬ ▬▬▬▬ ▬▬ ▬▬ ▬▬▬ ▬ ▬▬▬▬ ▬▬ ▬▬ ▬▬▬ ▬ ▬▬▬▬ ▬▬ ▬▬ ▬▬▬ ▬ ▬▬▬▬ ▬▬ ▬▬ ▬▬▬ ▬ ▬▬▬▬ ▬▬ ▬▬ ▬▬▬ ▬ ▬▬▬▬ ▬▬ ▬▬ ▬▬▬ ▬ ▬▬▬▬ ▬▬ ▬▬ ▬▬▬ ▬ ▬▬▬▬ ▬▬ ▬▬ ▬▬▬ ▬ ▬▬▬▬ ▬▬ ▬▬ ▬▬▬ ▬ ▬▬▬▬ ▬▬ ▬▬ ▬▬▬ ▬ ▬▬▬▬ ▬▬ ▬▬ ▬▬▬ ▬ ▬▬▬▬ ▬▬ ▬▬ ▬▬▬ ▬ ▬▬▬▬ ▬▬ ▬▬ ▬▬▬ ▬ ▬▬▬▬ ▬▬ ▬▬ ▬▬▬ ▬ ▬▬▬▬ ▬▬ ▬▬ ▬▬▬ ▬ ▬▬▬▬ ▬▬ ▬▬ ▬▬▬ ▬ ▬▬▬▬ ▬▬ ▬▬ ▬▬▬ ▬ ▬▬▬▬ ▬▬ ▬▬ ▬▬▬ ▬ ▬▬▬▬ ▬▬ ▬▬ ▬▬▬ ▬ ▬▬▬▬ ▬▬ ▬▬ ▬▬▬ ▬ ▬▬▬▬ ▬▬ ▬▬ ▬▬▬ ▬ ▬▬▬▬ ▬▬ ▬▬ ▬▬▬ ▬ ▬▬▬▬ ▬▬ ▬▬ ▬▬▬ ▬ ▬▬▬▬ ▬▬ ▬▬ ▬▬▬ ▬ ▬▬▬▬ ▬▬ ▬▬ ▬▬▬ ▬ ▬▬▬▬ ▬▬ ▬▬ ▬▬▬ ▬ ▬▬▬▬ ▬▬ ▬▬ ▬▬▬ ▬ ▬▬▬▬ ▬▬ ▬▬ ▬▬▬ ▬ ▬▬▬▬ ▬▬ ▬▬ ▬▬▬ ▬ ▬▬▬▬ ▬▬ ▬▬ ▬▬▬ ▬ ▬▬▬▬ ▬▬ ▬▬ ▬▬▬ ▬ ▬▬▬▬ ▬▬ ▬▬ ▬▬▬ ▬ ▬▬▬▬ ▬▬ ▬▬ ▬▬▬ ▬ ▬▬▬▬ ▬▬ ▬▬ ▬▬▬ ▬ ▬▬▬▬ ▬▬ ▬▬ ▬▬▬ ▬ ▬▬▬▬ ▬▬ ▬▬ ▬▬▬ ▬ ▬▬▬▬ ▬▬ ▬▬ ▬▬▬ ▬ ▬▬▬▬ ▬▬ ▬▬ ▬▬▬ ▬ ▬▬▬▬ ▬▬ ▬▬ ▬▬▬ ▬ ▬▬▬▬ ▬▬ ▬▬ ▬▬▬ ▬ ▬▬▬▬ ▬▬ ▬▬ ▬▬▬ ▬ ▬▬▬▬ ▬▬ ▬▬ ▬▬▬ ▬ ▬▬▬▬ ▬▬ ▬▬ ▬▬▬ ▬ ▬▬▬▬ ▬▬ ▬▬ ▬▬▬ ▬ ▬▬▬▬ ▬▬ ▬▬ ▬▬▬ ▬ ▬▬▬▬ ▬▬ ▬▬ ▬▬▬ ▬ ▬▬▬▬ ▬▬ ▬▬ ▬▬▬ ▬ ▬▬▬▬ ▬▬ ▬▬ ▬▬▬ ▬ ▬▬▬▬ ▬▬ ▬▬ ▬▬▬ ▬ ▬▬▬▬ ▬▬ ▬▬ ▬▬▬ ▬ ▬▬▬▬ ▬▬ ▬▬ ▬▬▬ ▬ ▬▬▬▬ ▬▬ ▬▬ ▬▬▬ ▬ ▬▬▬▬ ▬▬ ▬▬ ▬▬▬ ▬ ▬▬▬▬ ▬▬ ▬▬ ▬▬▬ ▬ ▬▬▬▬ ▬▬ ▬▬ ▬▬▬ ▬ ▬▬▬▬ ▬▬ ▬▬ ▬▬▬ ▬ ▬▬▬▬ ▬▬ ▬▬ ▬▬▬ ▬ ▬▬▬▬ ▬▬ ▬▬ ▬▬▬ ▬ ▬▬▬▬ ▬▬ ▬▬ ▬▬▬ ▬ ▬▬▬▬ ▬▬ ▬▬ ▬▬▬ ▬ ▬▬▬▬ ▬▬ ▬▬ ▬▬▬ ▬ ▬▬▬▬ ▬▬ ▬▬ ▬▬▬ ▬ ▬▬▬▬ ▬▬ ▬▬ ▬▬▬ ▬ ▬▬▬▬ ▬▬ ▬▬ ▬▬▬ ▬ ▬▬▬▬ ▬▬ ▬▬ ▬▬▬ ▬ ▬▬▬▬ ▬▬ ▬▬ ▬▬▬ ▬ ▬▬▬▬ ▬▬ ▬▬ ▬▬▬ ▬ ▬▬▬▬ ▬▬ ▬▬ ▬▬▬ ▬ ▬▬▬▬ ▬▬ ▬▬ ▬▬▬ ▬ ▬▬▬▬ ▬▬ ▬▬ ▬▬▬ ▬ ▬▬▬▬ ▬▬ ▬▬ ▬▬▬ ▬ ▬▬▬▬ ▬▬ ▬▬ ▬▬▬ ▬ ▬▬▬▬ ▬▬ ▬▬ ▬▬▬ ▬ ▬▬▬▬ ▬▬ ▬▬ ▬▬▬ ▬ ▬▬▬▬ ▬▬ ▬▬ ▬▬▬ ▬ ▬▬▬▬ ▬▬ ▬▬ ▬▬▬ ▬ ▬▬▬▬ ▬▬ ▬▬ ▬▬▬ ▬ ▬▬▬▬ ▬▬ (702, 92, 914, 1738)
table-cell: ▬▬▬▬▬▬ (930, 788, 1033, 799)
table-cell: ▬ (1489, 206, 1512, 217)
